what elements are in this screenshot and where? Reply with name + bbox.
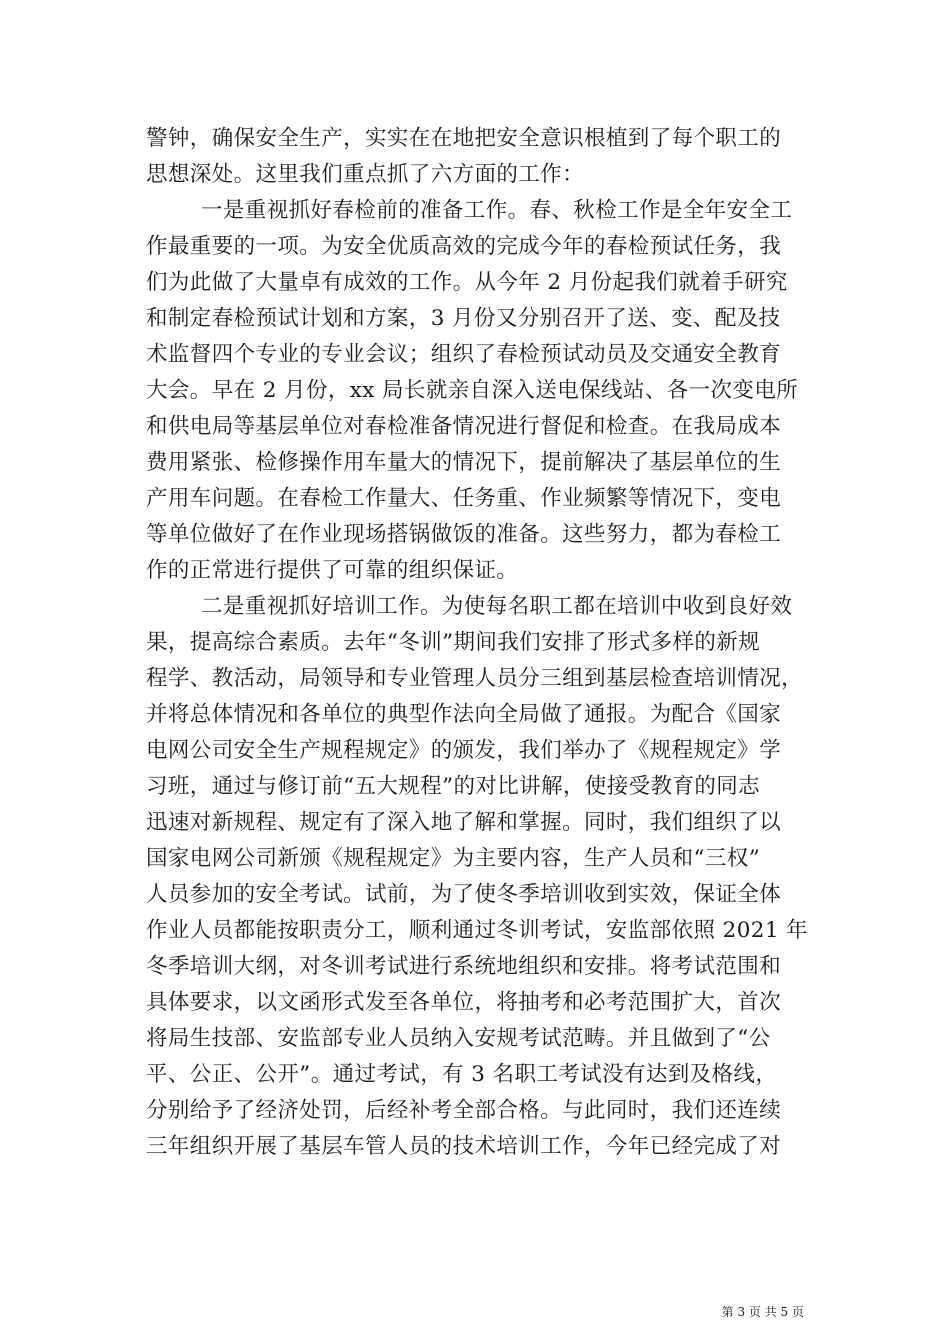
text-line: 警钟，确保安全生产，实实在在地把安全意识根植到了每个职工的: [146, 126, 782, 151]
text-line: 等单位做好了在作业现场搭锅做饭的准备。这些努力，都为春检工: [146, 522, 782, 547]
text-line: 分别给予了经济处罚，后经补考全部合格。与此同时，我们还连续: [146, 1098, 782, 1123]
text-line: 产用车问题。在春检工作量大、任务重、作业频繁等情况下，变电: [146, 486, 782, 511]
text-line: 将局生技部、安监部专业人员纳入安规考试范畴。并且做到了“公: [146, 1026, 771, 1051]
text-line: 术监督四个专业的专业会议；组织了春检预试动员及交通安全教育: [146, 342, 782, 367]
text-line: 冬季培训大纲，对冬训考试进行系统地组织和安排。将考试范围和: [146, 954, 782, 979]
text-line: 作业人员都能按职责分工，顺利通过冬训考试，安监部依照 2021 年: [146, 918, 809, 943]
page-number: 第 3 页 共 5 页: [721, 1305, 804, 1319]
text-line: 迅速对新规程、规定有了深入地了解和掌握。同时，我们组织了以: [146, 810, 782, 835]
text-line: 三年组织开展了基层车管人员的技术培训工作，今年已经完成了对: [146, 1134, 782, 1159]
text-line: 和制定春检预试计划和方案，3 月份又分别召开了送、变、配及技: [146, 306, 781, 331]
paragraph-start-line: 一是重视抓好春检前的准备工作。春、秋检工作是全年安全工: [201, 198, 793, 223]
paragraph-start-line: 二是重视抓好培训工作。为使每名职工都在培训中收到良好效: [201, 594, 793, 619]
text-line: 程学、教活动，局领导和专业管理人员分三组到基层检查培训情况，: [146, 666, 804, 691]
text-line: 思想深处。这里我们重点抓了六方面的工作：: [146, 162, 585, 187]
text-line: 和供电局等基层单位对春检准备情况进行督促和检查。在我局成本: [146, 414, 782, 439]
text-line: 作最重要的一项。为安全优质高效的完成今年的春检预试任务，我: [146, 234, 782, 259]
text-line: 具体要求，以文函形式发至各单位，将抽考和必考范围扩大，首次: [146, 990, 782, 1015]
text-line: 果，提高综合素质。去年“冬训”期间我们安排了形式多样的新规: [146, 630, 761, 655]
text-line: 国家电网公司新颁《规程规定》为主要内容，生产人员和“三权”: [146, 846, 761, 871]
text-line: 并将总体情况和各单位的典型作法向全局做了通报。为配合《国家: [146, 702, 782, 727]
text-line: 大会。早在 2 月份，xx 局长就亲自深入送电保线站、各一次变电所: [146, 378, 799, 403]
text-line: 习班，通过与修订前“五大规程”的对比讲解，使接受教育的同志: [146, 774, 761, 799]
text-line: 电网公司安全生产规程规定》的颁发，我们举办了《规程规定》学: [146, 738, 782, 763]
text-line: 们为此做了大量卓有成效的工作。从今年 2 月份起我们就着手研究: [146, 270, 788, 295]
text-line: 平、公正、公开”。通过考试，有 3 名职工考试没有达到及格线，: [146, 1062, 778, 1087]
text-line: 人员参加的安全考试。试前，为了使冬季培训收到实效，保证全体: [146, 882, 782, 907]
text-line: 作的正常进行提供了可靠的组织保证。: [146, 558, 519, 583]
text-line: 费用紧张、检修操作用车量大的情况下，提前解决了基层单位的生: [146, 450, 782, 475]
